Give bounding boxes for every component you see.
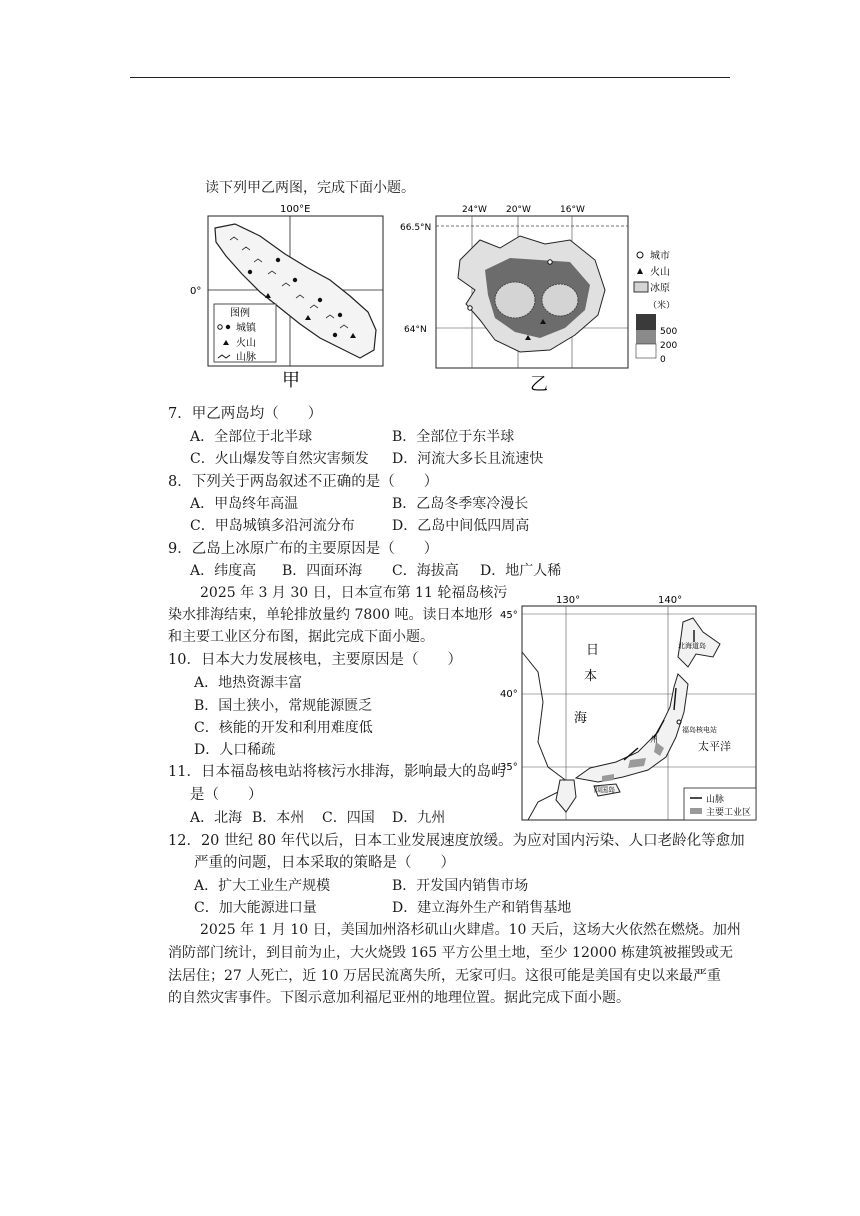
shikoku-label: 四国岛: [594, 786, 615, 794]
q11-option-d[interactable]: D．九州: [392, 810, 446, 826]
legend-0: 0: [660, 355, 666, 365]
map-caption-yi: 乙: [530, 374, 548, 395]
lat-35: 35°: [500, 762, 518, 773]
equator-label: 0°: [190, 286, 202, 297]
lon-20: 20°W: [506, 205, 531, 215]
legend-town: 城镇: [236, 323, 256, 334]
intro2-line3: 和主要工业区分布图，据此完成下面小题。: [168, 629, 434, 645]
map-yi: [400, 200, 700, 400]
q11-option-c[interactable]: C．四国: [322, 810, 375, 826]
legend-industry: 主要工业区: [706, 808, 752, 818]
lat-45: 45°: [500, 610, 518, 621]
meridian-label: 100°E: [280, 204, 311, 215]
pacific-label: 太平洋: [698, 740, 731, 753]
q10-option-d[interactable]: D．人口稀疏: [194, 742, 276, 758]
q9-stem: 9．乙岛上冰原广布的主要原因是（ ）: [168, 541, 439, 557]
q11-option-a[interactable]: A．北海: [190, 810, 243, 826]
lat-bottom: 64°N: [404, 325, 427, 335]
legend-box: [214, 304, 276, 363]
intro3-line1: 2025 年 1 月 10 日，美国加州洛杉矶山火肆虐。10 天后，这场大火依然在燃烧。加州: [200, 922, 741, 938]
intro2-line1: 2025 年 3 月 30 日，日本宣布第 11 轮福岛核污: [200, 585, 508, 601]
legend-500: 500: [660, 327, 678, 337]
intro3-line3: 法居住；27 人死亡，近 10 万居民流离失所，无家可归。这很可能是美国有史以来最严重: [168, 968, 721, 984]
sea-char-1: 日: [586, 643, 600, 658]
intro2-line2: 染水排海结束，单轮排放量约 7800 吨。读日本地形: [168, 607, 493, 623]
lon-24: 24°W: [462, 205, 487, 215]
legend-volcano: 火山: [236, 338, 256, 349]
q8-option-a[interactable]: A．甲岛终年高温: [190, 496, 299, 512]
q8-option-b[interactable]: B．乙岛冬季寒冷漫长: [392, 496, 529, 512]
map-jia: [190, 200, 400, 395]
q8-stem: 8．下列关于两岛叙述不正确的是（ ）: [168, 474, 439, 490]
lat-top: 66.5°N: [400, 223, 432, 233]
legend-mountain-jp: 山脉: [706, 795, 725, 805]
q10-option-a[interactable]: A．地热资源丰富: [194, 675, 303, 691]
japan-map: [498, 592, 762, 824]
q12-option-d[interactable]: D．建立海外生产和销售基地: [392, 900, 572, 916]
q11-option-b[interactable]: B．本州: [252, 810, 305, 826]
q9-option-b[interactable]: B．四面环海: [282, 563, 363, 579]
q8-option-d[interactable]: D．乙岛中间低四周高: [392, 518, 530, 534]
intro3-line4: 的自然灾害事件。下图示意加利福尼亚州的地理位置。据此完成下面小题。: [168, 990, 630, 1006]
q9-option-d[interactable]: D．地广人稀: [480, 563, 562, 579]
q9-option-a[interactable]: A．纬度高: [190, 563, 257, 579]
top-rule: [130, 77, 730, 78]
q7-option-b[interactable]: B．全部位于东半球: [392, 429, 515, 445]
q12-option-a[interactable]: A．扩大工业生产规模: [194, 878, 331, 894]
q12-option-c[interactable]: C．加大能源进口量: [194, 900, 317, 916]
q11-stem: 11．日本福岛核电站将核污水排海，影响最大的岛屿: [168, 764, 506, 780]
q9-option-c[interactable]: C．海拔高: [392, 563, 459, 579]
intro-text-1: 读下列甲乙两图，完成下面小题。: [205, 180, 415, 196]
q7-option-a[interactable]: A．全部位于北半球: [190, 429, 313, 445]
legend-mountain: 山脉: [236, 352, 256, 363]
q10-stem: 10．日本大力发展核电，主要原因是（ ）: [168, 652, 462, 668]
lon-16: 16°W: [560, 205, 585, 215]
lon-140: 140°: [658, 595, 683, 606]
q8-option-c[interactable]: C．甲岛城镇多沿河流分布: [190, 518, 355, 534]
legend-title: 图例: [230, 308, 250, 319]
legend-200: 200: [660, 341, 678, 351]
legend-unit: （米）: [648, 301, 676, 311]
q12-option-b[interactable]: B．开发国内销售市场: [392, 878, 529, 894]
honshu-label: 州: [650, 735, 658, 744]
legend-volcano-b: 火山: [650, 267, 670, 278]
hokkaido-label: 北海道岛: [678, 642, 706, 650]
sea-char-3: 海: [574, 711, 588, 726]
legend-city: 城市: [650, 251, 670, 262]
q7-option-c[interactable]: C．火山爆发等自然灾害频发: [190, 451, 369, 467]
q11-stem-2: 是（ ）: [190, 787, 263, 803]
lat-40: 40°: [500, 689, 518, 700]
lon-130: 130°: [556, 595, 581, 606]
q7-option-d[interactable]: D．河流大多长且流速快: [392, 451, 544, 467]
q12-stem-2: 严重的问题，日本采取的策略是（ ）: [194, 855, 455, 871]
intro3-line2: 消防部门统计，到目前为止，大火烧毁 165 平方公里土地，至少 12000 栋建筑被摧毁或无: [168, 945, 734, 961]
legend-ice: 冰原: [650, 283, 670, 294]
map-caption-jia: 甲: [282, 370, 300, 391]
sea-char-2: 本: [584, 669, 598, 684]
fukushima-label: 福岛核电站: [682, 726, 717, 734]
q12-stem: 12．20 世纪 80 年代以后，日本工业发展速度放缓。为应对国内污染、人口老龄化等愈加: [168, 833, 745, 849]
q10-option-b[interactable]: B．国土狭小，常规能源匮乏: [194, 698, 373, 714]
q7-stem: 7．甲乙两岛均（ ）: [168, 406, 323, 422]
q10-option-c[interactable]: C．核能的开发和利用难度低: [194, 720, 373, 736]
